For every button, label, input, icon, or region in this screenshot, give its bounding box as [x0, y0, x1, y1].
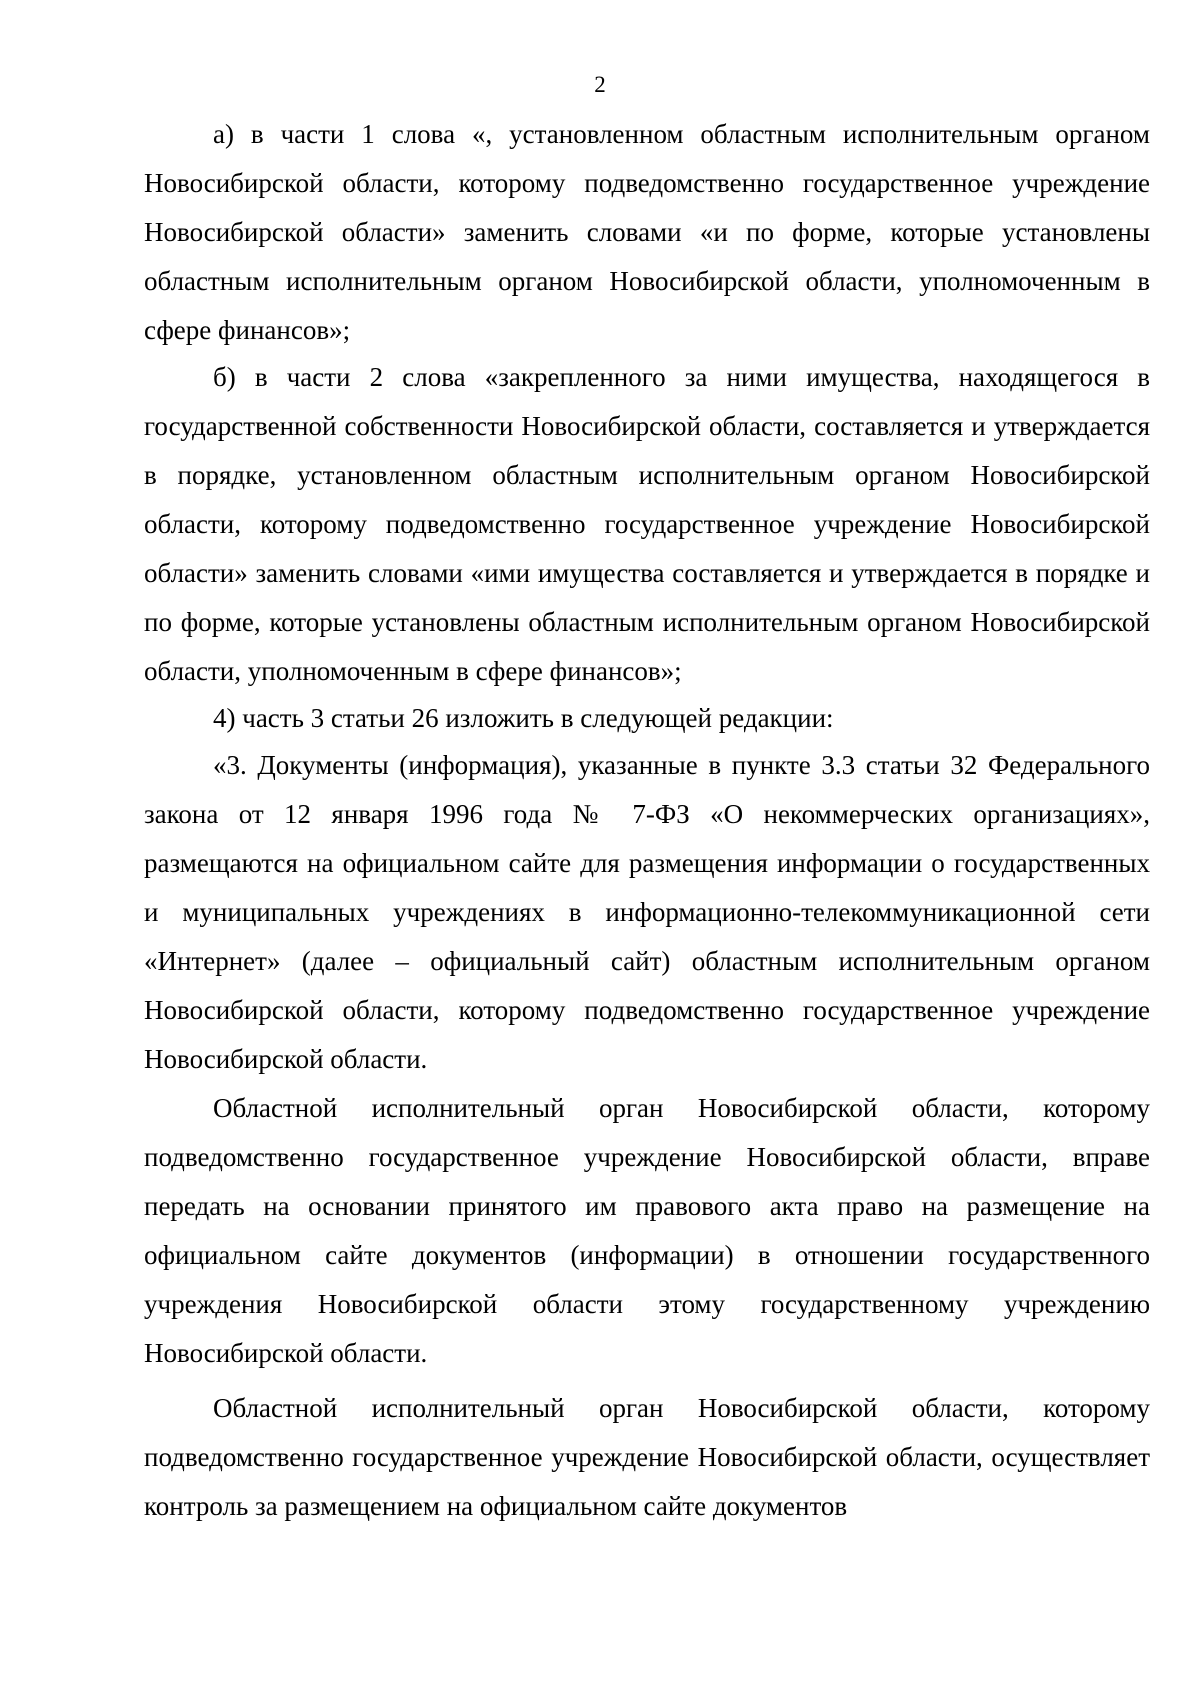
paragraph-item-b: б) в части 2 слова «закрепленного за ними имущества, находящегося в государственной собственности Новосибирской области, составляется и утверждается в порядке, установленном областным исполнительным органом Новосибирской области, которому подведомственно государственное учреждение Новосибирской области» заменить словами «ими имущества составляется и утверждается в порядке и по форме, которые установлены областным исполнительным органом Новосибирской области, уполномоченным в сфере финансов»;	[144, 362, 1150, 686]
paragraph-part-3: «3. Документы (информация), указанные в пункте 3.3 статьи 32 Федерального закона от 12 января 1996 года № 7-ФЗ «О некоммерческих организациях», размещаются на официальном сайте для размещения информации о государственных и муниципальных учреждениях в информационно-телекоммуникационной сети «Интернет» (далее – официальный сайт) областным исполнительным органом Новосибирской области, которому подведомственно государственное учреждение Новосибирской области.	[144, 750, 1150, 1074]
paragraph-item-a: а) в части 1 слова «, установленном областным исполнительным органом Новосибирской области, которому подведомственно государственное учреждение Новосибирской области» заменить словами «и по форме, которые установлены областным исполнительным органом Новосибирской области, уполномоченным в сфере финансов»;	[144, 119, 1150, 345]
paragraph-item-4: 4) часть 3 статьи 26 изложить в следующей редакции:	[213, 703, 834, 733]
paragraph-transfer-right: Областной исполнительный орган Новосибирской области, которому подведомственно государственное учреждение Новосибирской области, вправе передать на основании принятого им правового акта право на размещение на официальном сайте документов (информации) в отношении государственного учреждения Новосибирской области этому государственному учреждению Новосибирской области.	[144, 1093, 1150, 1368]
page-number: 2	[594, 72, 606, 97]
paragraph-control: Областной исполнительный орган Новосибирской области, которому подведомственно государственное учреждение Новосибирской области, осуществляет контроль за размещением на официальном сайте документов	[144, 1393, 1150, 1521]
document-body	[144, 110, 1150, 1531]
